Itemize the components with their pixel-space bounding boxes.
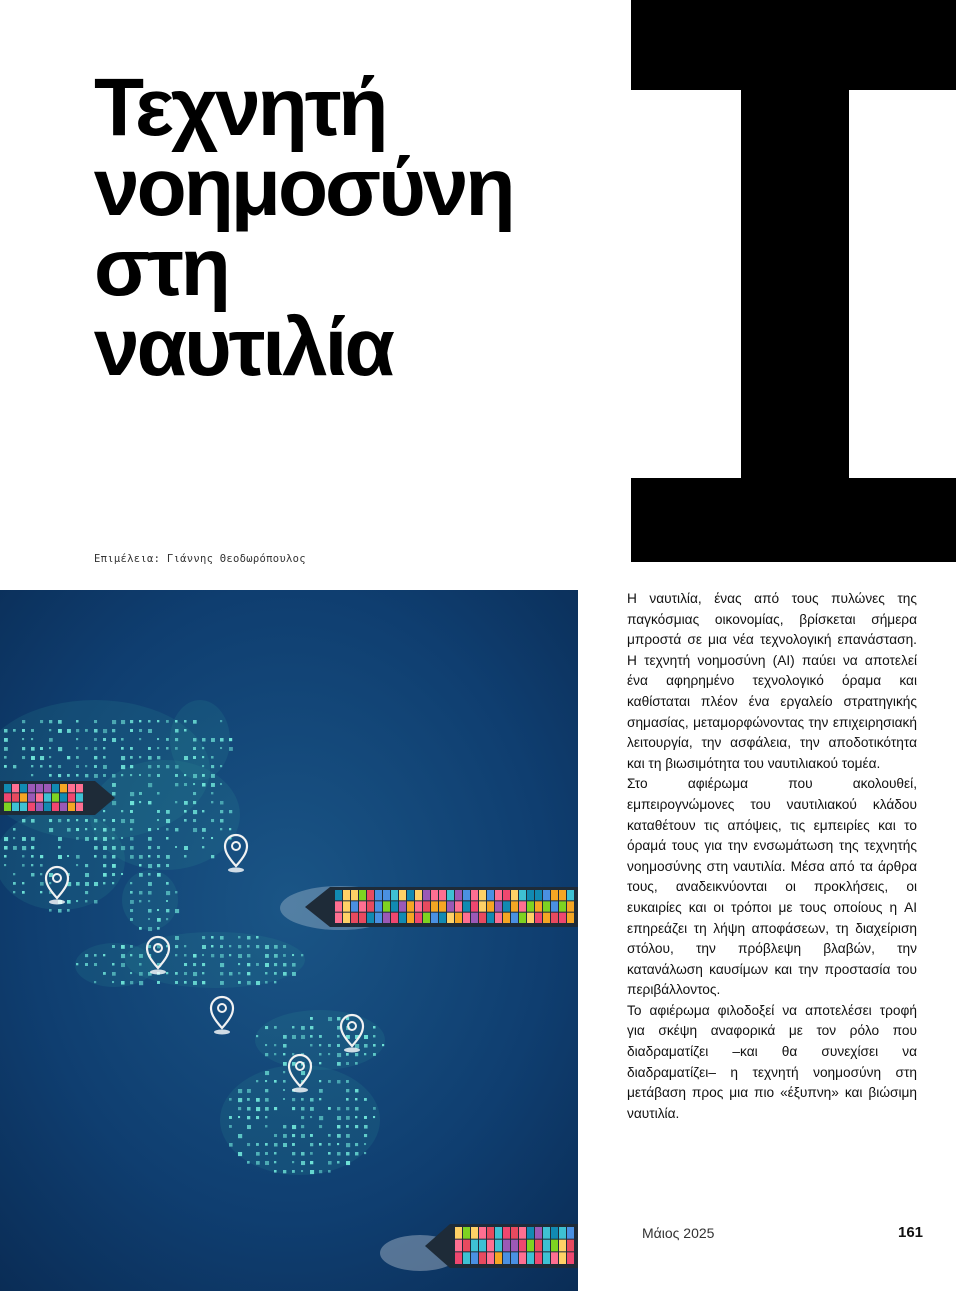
editor-credit: Επιμέλεια: Γιάννης Θεοδωρόπουλος	[94, 553, 306, 565]
article-body	[627, 589, 917, 1124]
decorative-letter-i	[631, 0, 956, 562]
issue-date: Μάιος 2025	[642, 1225, 715, 1241]
article-paragraph-2: Στο αφιέρωμα που ακολουθεί, εμπειρογνώμονες του ναυτιλιακού κλάδου καταθέτουν τις απόψεις, τις εμπειρίες και το όραμά τους για την ενσωμάτωση της τεχνητής νοημοσύνης στη ναυτιλία. Μέσα από τα άρθρα τους, αναδεικνύονται οι προκλήσεις, οι ευκαιρίες και οι τρόποι με τους οποίους η AI επηρεάζει τη λήψη αποφάσεων, τη διαχείριση στόλου, την πρόβλεψη βλαβών, την κατανάλωση καυσίμων και την προστασία του περιβάλλοντος.	[627, 776, 917, 998]
title-line-3: στη	[94, 222, 228, 313]
shipping-map-photo	[0, 590, 578, 1291]
article-paragraph-3: Το αφιέρωμα φιλοδοξεί να αποτελέσει τροφή για σκέψη αναφορικά με τον ρόλο που διαδραματίζει –και θα συνεχίσει να διαδραματίζει– η τεχνητή νοημοσύνη στη μετάβαση προς μια πιο «έξυπνη» και βιώσιμη ναυτιλία.	[627, 1002, 917, 1121]
title-line-4: ναυτιλία	[94, 302, 392, 393]
title-line-2: νοημοσύνη	[94, 142, 513, 233]
article-paragraph-1: Η ναυτιλία, ένας από τους πυλώνες της παγκόσμιας οικονομίας, βρίσκεται σήμερα μπροστά σε μια νέα τεχνολογική επανάσταση. Η τεχνητή νοημοσύνη (AI) παύει να αποτελεί ένα αφηρημένο τεχνολογικό όραμα και καθίσταται πλέον ένα εργαλείο στρατηγικής σημασίας, μεταμορφώνοντας την επιχειρησιακή λειτουργία, την ασφάλεια, την αποδοτικότητα και τη βιωσιμότητα του ναυτιλιακού τομέα.	[627, 591, 917, 771]
article-title	[94, 62, 513, 393]
page-number: 161	[898, 1224, 924, 1241]
title-line-1: Τεχνητή	[94, 62, 386, 153]
